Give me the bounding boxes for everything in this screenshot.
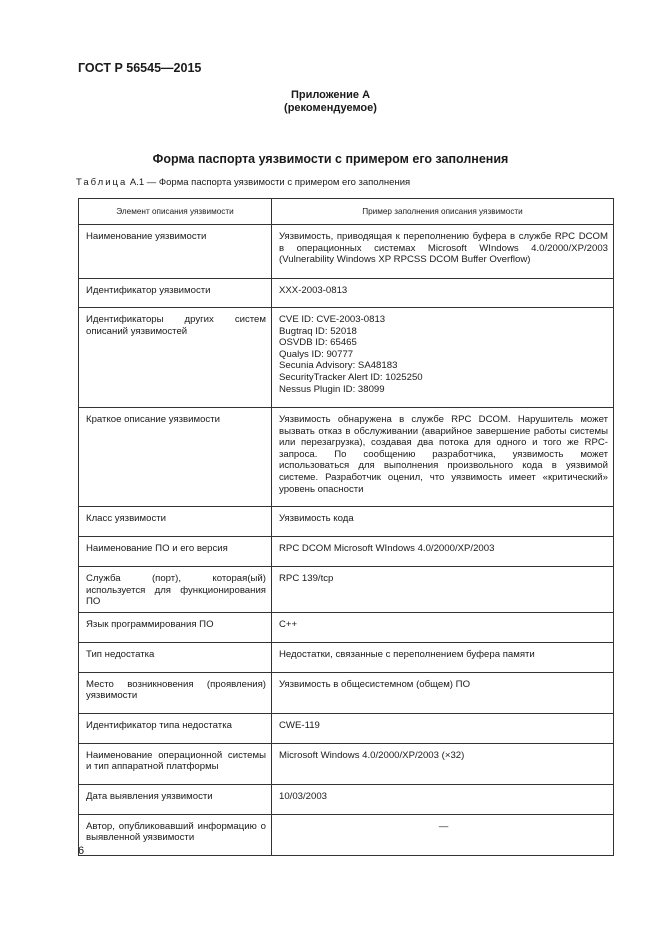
row-label: Идентификатор типа недостатка bbox=[79, 713, 272, 743]
table-caption-text: А.1 — Форма паспорта уязвимости с примером его заполнения bbox=[129, 177, 411, 188]
table-caption bbox=[76, 177, 410, 188]
row-label: Место возникновения (проявления) уязвимости bbox=[79, 672, 272, 713]
table-row bbox=[79, 642, 614, 672]
row-value: Уязвимость, приводящая к переполнению буфера в службе RPC DCOM в операционных системах Microsoft WIndows 4.0/2000/XP/2003 (Vulnerability Windows XP RPCSS DCOM Buffer Overflow) bbox=[272, 225, 614, 279]
table-row bbox=[79, 672, 614, 713]
row-value: Недостатки, связанные с переполнением буфера памяти bbox=[272, 642, 614, 672]
table-row bbox=[79, 743, 614, 784]
column-header-element: Элемент описания уязвимости bbox=[79, 199, 272, 225]
row-value: C++ bbox=[272, 612, 614, 642]
table-row bbox=[79, 507, 614, 537]
identifier-line: SecurityTracker Alert ID: 1025250 bbox=[279, 371, 423, 383]
appendix-subtitle: (рекомендуемое) bbox=[284, 102, 377, 114]
table-row bbox=[79, 567, 614, 613]
row-value: Уязвимость кода bbox=[272, 507, 614, 537]
row-value: Уязвимость в общесистемном (общем) ПО bbox=[272, 672, 614, 713]
identifier-line: Bugtraq ID: 52018 bbox=[279, 325, 357, 337]
identifier-line: OSVDB ID: 65465 bbox=[279, 337, 357, 349]
row-value: Уязвимость обнаружена в службе RPC DCOM. Нарушитель может вызвать отказ в обслуживании (аварийное завершение работы системы или перезагрузка), создавая два потока для одного и того же RPC-запроса. По сообщению разработчика, уязвимость может использоваться для выполнения произвольного кода в уязвимой системе. Разработчик оценил, что уязвимость имеет «критический» уровень опасности bbox=[272, 408, 614, 507]
row-label: Наименование ПО и его версия bbox=[79, 537, 272, 567]
row-value: CWE-119 bbox=[272, 713, 614, 743]
row-label: Дата выявления уязвимости bbox=[79, 784, 272, 814]
row-label: Автор, опубликовавший информацию о выявленной уязвимости bbox=[79, 814, 272, 855]
row-label: Краткое описание уязвимости bbox=[79, 408, 272, 507]
table-row bbox=[79, 308, 614, 408]
table-row bbox=[79, 612, 614, 642]
passport-table bbox=[78, 198, 614, 856]
table-row bbox=[79, 814, 614, 855]
form-title: Форма паспорта уязвимости с примером его заполнения bbox=[152, 152, 509, 166]
row-label: Идентификатор уязвимости bbox=[79, 279, 272, 308]
row-label: Идентификаторы других систем описаний уязвимостей bbox=[79, 308, 272, 408]
row-value: 10/03/2003 bbox=[272, 784, 614, 814]
identifier-line: Secunia Advisory: SA48183 bbox=[279, 360, 398, 372]
table-header-row bbox=[79, 199, 614, 225]
row-label: Класс уязвимости bbox=[79, 507, 272, 537]
row-label: Язык программирования ПО bbox=[79, 612, 272, 642]
row-label: Служба (порт), которая(ый) используется для функционирования ПО bbox=[79, 567, 272, 613]
table-row bbox=[79, 279, 614, 308]
standard-number: ГОСТ Р 56545—2015 bbox=[78, 61, 202, 75]
identifier-line: CVE ID: CVE-2003-0813 bbox=[279, 314, 386, 325]
page-number: 6 bbox=[78, 845, 85, 857]
table-row bbox=[79, 408, 614, 507]
table-row bbox=[79, 537, 614, 567]
row-value-list bbox=[272, 308, 614, 408]
row-value: RPC DCOM Microsoft WIndows 4.0/2000/XP/2003 bbox=[272, 537, 614, 567]
row-label: Тип недостатка bbox=[79, 642, 272, 672]
row-value: — bbox=[272, 814, 614, 855]
row-label: Наименование уязвимости bbox=[79, 225, 272, 279]
row-value: XXX-2003-0813 bbox=[272, 279, 614, 308]
column-header-example: Пример заполнения описания уязвимости bbox=[272, 199, 614, 225]
identifier-line: Qualys ID: 90777 bbox=[279, 348, 354, 360]
table-row bbox=[79, 784, 614, 814]
appendix-heading bbox=[0, 89, 661, 115]
table-caption-prefix: Таблица bbox=[76, 177, 128, 188]
table-row bbox=[79, 225, 614, 279]
row-value: RPC 139/tcp bbox=[272, 567, 614, 613]
appendix-title: Приложение А bbox=[290, 89, 371, 101]
table-row bbox=[79, 713, 614, 743]
identifier-line: Nessus Plugin ID: 38099 bbox=[279, 383, 385, 395]
row-value: Microsoft Windows 4.0/2000/XP/2003 (×32) bbox=[272, 743, 614, 784]
row-label: Наименование операционной системы и тип аппаратной платформы bbox=[79, 743, 272, 784]
